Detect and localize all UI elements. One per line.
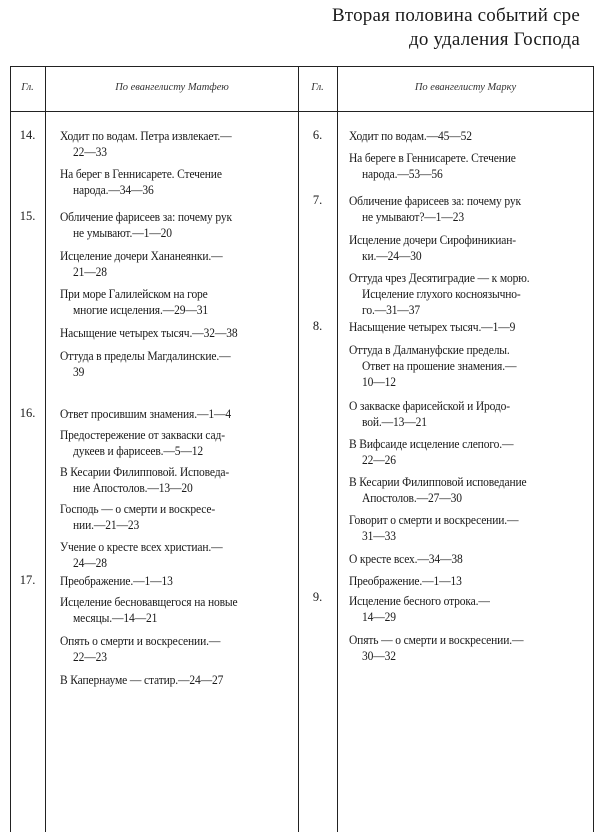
table-right-border xyxy=(593,66,594,832)
matthew-chapter-number: 16. xyxy=(19,406,36,420)
mark-chapter-number: 8. xyxy=(312,319,323,333)
entry-line: дукеев и фарисеев.—5—12 xyxy=(73,444,204,458)
matthew-entry xyxy=(60,672,223,688)
entry-line: Учение о кресте всех христиан.— xyxy=(60,540,223,554)
mark-chapter-number: 9. xyxy=(312,590,323,604)
matthew-entry xyxy=(60,325,237,341)
entry-line: При море Галилейском на горе xyxy=(60,287,208,301)
header-line-1: Вторая половина событий сре xyxy=(331,5,580,26)
entry-line: Ответ просившим знамения.—1—4 xyxy=(60,407,231,421)
matthew-entry xyxy=(60,501,215,533)
matthew-entry xyxy=(60,209,232,241)
col-divider-2 xyxy=(298,66,299,832)
table-left-border xyxy=(10,66,11,832)
entry-line: 31—33 xyxy=(362,529,396,543)
entry-line: Ответ на прошение знамения.— xyxy=(362,359,517,373)
mark-entry xyxy=(349,593,490,625)
page-header xyxy=(332,4,580,52)
entry-line: Ходит по водам. Петра извлекает.— xyxy=(60,129,232,143)
matthew-entry xyxy=(60,633,220,665)
entry-line: О закваске фарисейской и Иродо- xyxy=(349,399,510,413)
mark-entry xyxy=(349,474,527,506)
matthew-entry xyxy=(60,539,223,571)
matthew-entry xyxy=(60,427,225,459)
mark-entry xyxy=(349,551,463,567)
matthew-entry xyxy=(60,573,173,589)
entry-line: На берег в Геннисарете. Стечение xyxy=(60,167,222,181)
col-divider-1 xyxy=(45,66,46,832)
entry-line: 22—26 xyxy=(362,453,396,467)
entry-line: Оттуда в пределы Магдалинские.— xyxy=(60,349,231,363)
matthew-entry xyxy=(60,128,231,160)
mark-entry xyxy=(349,512,518,544)
entry-line: В Кесарии Филипповой исповедание xyxy=(349,475,527,489)
table-header-rule xyxy=(10,111,594,112)
mark-entry xyxy=(349,150,516,182)
entry-line: Опять о смерти и воскресении.— xyxy=(60,634,221,648)
col-header-chapter-right: Гл. xyxy=(311,82,324,93)
entry-line: 22—33 xyxy=(73,145,107,159)
entry-line: 39 xyxy=(73,365,85,379)
entry-line: го.—31—37 xyxy=(362,303,420,317)
entry-line: Говорит о смерти и воскресении.— xyxy=(349,513,519,527)
entry-line: Исцеление бесного отрока.— xyxy=(349,594,490,608)
entry-line: вой.—13—21 xyxy=(362,415,427,429)
entry-line: В Кесарии Филипповой. Исповеда- xyxy=(60,465,230,479)
matthew-entry xyxy=(60,348,230,380)
entry-line: многие исцеления.—29—31 xyxy=(73,303,208,317)
entry-line: Предостережение от закваски сад- xyxy=(60,428,225,442)
entry-line: 24—28 xyxy=(73,556,107,570)
table-top-rule xyxy=(10,66,594,67)
mark-entry xyxy=(349,573,462,589)
entry-line: Исцеление дочери Хананеянки.— xyxy=(60,249,223,263)
entry-line: Обличение фарисеев за: почему рук xyxy=(349,194,521,208)
entry-line: Исцеление дочери Сирофиникиан- xyxy=(349,233,517,247)
entry-line: народа.—34—36 xyxy=(73,183,154,197)
col-header-chapter-left: Гл. xyxy=(21,82,34,93)
mark-entry xyxy=(349,232,516,264)
matthew-entry xyxy=(60,286,208,318)
mark-entry xyxy=(349,128,472,144)
col-divider-3 xyxy=(337,66,338,832)
entry-line: 21—28 xyxy=(73,265,107,279)
entry-line: Ходит по водам.—45—52 xyxy=(349,129,472,143)
entry-line: нии.—21—23 xyxy=(73,518,140,532)
mark-entry xyxy=(349,632,523,664)
mark-chapter-number: 6. xyxy=(312,128,323,142)
matthew-chapter-number: 14. xyxy=(19,128,36,142)
matthew-entry xyxy=(60,594,237,626)
mark-entry xyxy=(349,436,513,468)
entry-line: 10—12 xyxy=(362,375,396,389)
mark-entry xyxy=(349,193,521,225)
matthew-entry xyxy=(60,406,231,422)
entry-line: Опять — о смерти и воскресении.— xyxy=(349,633,524,647)
mark-entry xyxy=(349,342,516,390)
mark-entry xyxy=(349,270,529,318)
mark-chapter-number: 7. xyxy=(312,193,323,207)
header-line-2: до удаления Господа xyxy=(409,29,580,50)
matthew-entry xyxy=(60,464,229,496)
entry-line: ние Апостолов.—13—20 xyxy=(73,481,193,495)
entry-line: В Капернауме — статир.—24—27 xyxy=(60,673,224,687)
entry-line: Обличение фарисеев за: почему рук xyxy=(60,210,232,224)
mark-entry xyxy=(349,398,510,430)
entry-line: 14—29 xyxy=(362,610,396,624)
entry-line: 30—32 xyxy=(362,649,396,663)
entry-line: 22—23 xyxy=(73,650,107,664)
entry-line: Оттуда в Далмануфские пределы. xyxy=(349,343,510,357)
matthew-entry xyxy=(60,248,223,280)
entry-line: На берегe в Геннисарете. Стечение xyxy=(349,151,516,165)
matthew-entry xyxy=(60,166,222,198)
col-header-matthew: По евангелисту Матфею xyxy=(115,82,229,93)
entry-line: Апостолов.—27—30 xyxy=(362,491,462,505)
entry-line: месяцы.—14—21 xyxy=(73,611,158,625)
entry-line: Насыщение четырех тысяч.—1—9 xyxy=(349,320,516,334)
entry-line: Оттуда чрез Десятиградие — к морю. xyxy=(349,271,530,285)
entry-line: Исцеление глухого косноязычно- xyxy=(362,287,521,301)
entry-line: Господь — о смерти и воскресе- xyxy=(60,502,216,516)
entry-line: Преображение.—1—13 xyxy=(349,574,462,588)
matthew-chapter-number: 17. xyxy=(19,573,36,587)
entry-line: О кресте всех.—34—38 xyxy=(349,552,463,566)
entry-line: не умывают?—1—23 xyxy=(362,210,464,224)
entry-line: Насыщение четырех тысяч.—32—38 xyxy=(60,326,238,340)
matthew-chapter-number: 15. xyxy=(19,209,36,223)
col-header-mark: По евангелисту Марку xyxy=(414,82,517,93)
entry-line: Исцеление бесновавщегося на новые xyxy=(60,595,238,609)
entry-line: не умывают.—1—20 xyxy=(73,226,172,240)
entry-line: Преображение.—1—13 xyxy=(60,574,173,588)
entry-line: В Вифсаиде исцеление слепого.— xyxy=(349,437,514,451)
entry-line: народа.—53—56 xyxy=(362,167,443,181)
entry-line: ки.—24—30 xyxy=(362,249,422,263)
mark-entry xyxy=(349,319,515,335)
